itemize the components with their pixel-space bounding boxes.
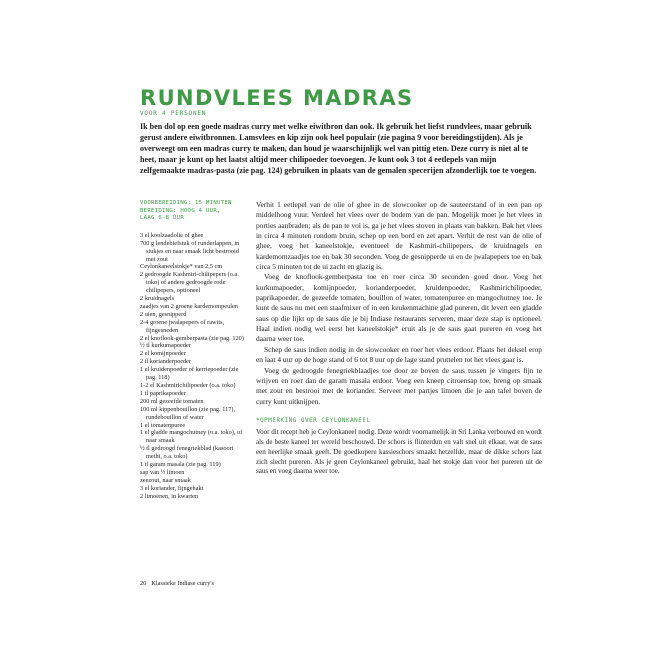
ingredient-item: ½ tl gedroogd fenegriekblad (kasoori methi, o.a. toko) — [140, 445, 234, 461]
ingredients-column — [140, 200, 244, 501]
ingredient-item: 2 kruidnagels — [140, 295, 175, 303]
ingredient-item: 1 tl garam masala (zie pag. 119) — [140, 461, 221, 469]
note-heading: *OPMERKING OVER CEYLONKANEEL — [256, 417, 371, 424]
ingredient-item: 2 gedroogde Kashmiri-chilipepers (o.a. toko) of andere gedroogde rode chilipepers, optioneel — [140, 271, 239, 295]
prep-time-line: VOORBEREIDING: 15 MINUTEN — [140, 200, 232, 206]
cook-time-line: BEREIDING: HOOG 4 UUR, — [140, 207, 221, 214]
method-column — [256, 200, 542, 477]
ingredient-item: 1-2 el Kashmirichilipoeder (o.a. toko) — [140, 382, 236, 389]
ingredient-item: 1 el tomatenpuree — [140, 421, 186, 429]
page-footer — [140, 580, 219, 587]
ingredient-item: 2 el knoflook-gemberpasta (zie pag. 120) — [140, 334, 244, 342]
ingredient-item: 3 el koriander, fijngehakt — [140, 484, 204, 492]
ingredient-item: sap van ½ limoen — [140, 468, 185, 476]
servings-label: VOOR 4 PERSONEN — [140, 110, 207, 117]
ingredient-item: ½ tl kurkumapoeder — [140, 342, 191, 350]
ingredient-item: 2-4 groene jwalapepers of rawits, fijngesneden — [140, 318, 225, 334]
ingredient-item: 1 tl paprikapoeder — [140, 389, 186, 397]
ingredient-item: 2 el komijnpoeder — [140, 350, 186, 358]
intro-text: Ik ben dol op een goede madras curry met welke eiwitbron dan ook. Ik gebruik het liefst rundvlees, maar gebruik gerust andere eiwitbronnen. Lamsvlees en kip zijn ook heel populair (zie pagina 9 voor bereidingstijden). Als je overweegt om een madras curry te maken, dan houd je waarschijnlijk wel van pittig eten. Deze curry is niet al te heet, maar je kunt op het laatst altijd meer chilipoeder toevoegen. Je kunt ook 3 tot 4 eetlepels van mijn zelfgemaakte madras-pasta (zie pag. 124) gebruiken in plaats van de gemalen specerijen afzonderlijk toe te voegen. — [140, 122, 537, 175]
ingredient-item: 2 tl korianderpoeder — [140, 358, 192, 366]
ingredient-item: zeezout, naar smaak — [140, 476, 191, 484]
note-text: Voor dit recept heb je Ceylonkaneel nodig. Deze wordt voornamelijk in Sri Lanka verbouwd en wordt als de beste kaneel ter wereld beschouwd. De schors is flinterdun en valt snel uit elkaar, wat de saus een heerlijke smaak geeft. De goedkopere kassieschors smaakt hetzelfde, maar de dikke schors laat zich slecht pureren. Als je geen Ceylonkaneel gebruikt, haal het stokje dan voor het pureren uit de saus en voeg daarna weer toe. — [256, 428, 542, 476]
section-title: Klassieke Indiase curry's — [151, 580, 214, 587]
ingredient-item: 100 ml kippenbouillon (zie pag. 117), rundebouillon of water — [140, 405, 236, 421]
ingredient-item: 200 ml gezeefde tomaten — [140, 397, 204, 405]
ingredient-item: 700 g lendebiefstuk of runderlappen, in stukjes en naar smaak licht bestrooid met zout — [140, 239, 240, 263]
ingredient-item: zaadjes van 2 groene kardemompeulen — [140, 302, 238, 310]
ingredient-item: Ceylonkaneelstokje* van 2,5 cm — [140, 263, 223, 271]
method-paragraph: Schep de saus indien nodig in de slowcooker en roer het vlees erdoor. Plaats het deksel erop en laat 4 uur op de hoge stand of 6 tot 8 uur op de lage stand pruttelen tot het vlees gaar is. — [256, 344, 542, 365]
ingredient-item: 1 el gladde mangochutney (o.a. toko), of naar smaak — [140, 429, 243, 445]
method-paragraph: Verhit 1 eetlepel van de olie of ghee in de slowcooker op de sauteerstand of in een pan op middelhoog vuur. Verdeel het vlees over de bodem van de pan. Mogelijk moet je het vlees in porties aanbraden; als de pan te vol is, ga je het vlees stoven in plaats van bakken. Bak het vlees in circa 4 minuten rondom bruin, schep op een bord en zet apart. Verhit de rest van de olie of ghee, voeg het kaneelstokje, eventueel de Kashmiri-chilipepers, de kruidnagels en kardemomzaadjes toe en bak 30 seconden. Voeg de gesnipperde ui en de jwalapepers toe en bak circa 5 minuten tot de ui zacht en glazig is. — [256, 200, 542, 272]
ingredient-item: 3 el koolzaadolie of ghee — [140, 231, 204, 239]
ingredient-list — [140, 232, 244, 501]
recipe-intro — [140, 121, 540, 176]
page-number: 20 — [140, 580, 147, 587]
recipe-title: RUNDVLEES MADRAS — [140, 86, 414, 110]
method-paragraph: Voeg de gedroogde fenegriekblaadjes toe door ze boven de saus tussen je vingers fijn te wrijven en roer dan de garam masala erdoor. Voeg een kneep citroensap toe, breng op smaak met zout en bestrooi met de koriander. Serveer met partjes limoen die je aan tafel boven de curry kunt uitknijpen. — [256, 365, 542, 406]
cook-time-line: LAAG 6-8 UUR — [140, 215, 185, 222]
cookbook-page — [104, 58, 544, 618]
ingredient-item: 2 uien, gesnipperd — [140, 310, 187, 318]
prep-times — [140, 200, 244, 223]
ingredient-item: 2 limoenen, in kwarten — [140, 492, 199, 500]
ingredient-item: 1 el kruidenpoeder of kerriepoeder (zie pag. 118) — [140, 366, 239, 382]
method-paragraph: Voeg de knoflook-gemberpasta toe en roer circa 30 seconden goed door. Voeg het kurkumapoeder, komijnpoeder, korianderpoeder, kruidenpoeder, Kashmirichilipoeder, paprikapoeder, de gezeefde tomaten, bouillon of water, tomatenpuree en mangochutney toe. Je kunt de saus nu met een staafmixer of in een keukenmachine glad pureren, dit levert een gladde saus op die lijkt op de saus die je bij Indiase restaurants serveren, maar deze stap is optioneel. Haal indien nodig wel eerst het kaneelstokje* eruit als je de saus gaat pureren en voeg het daarna weer toe. — [256, 272, 542, 344]
